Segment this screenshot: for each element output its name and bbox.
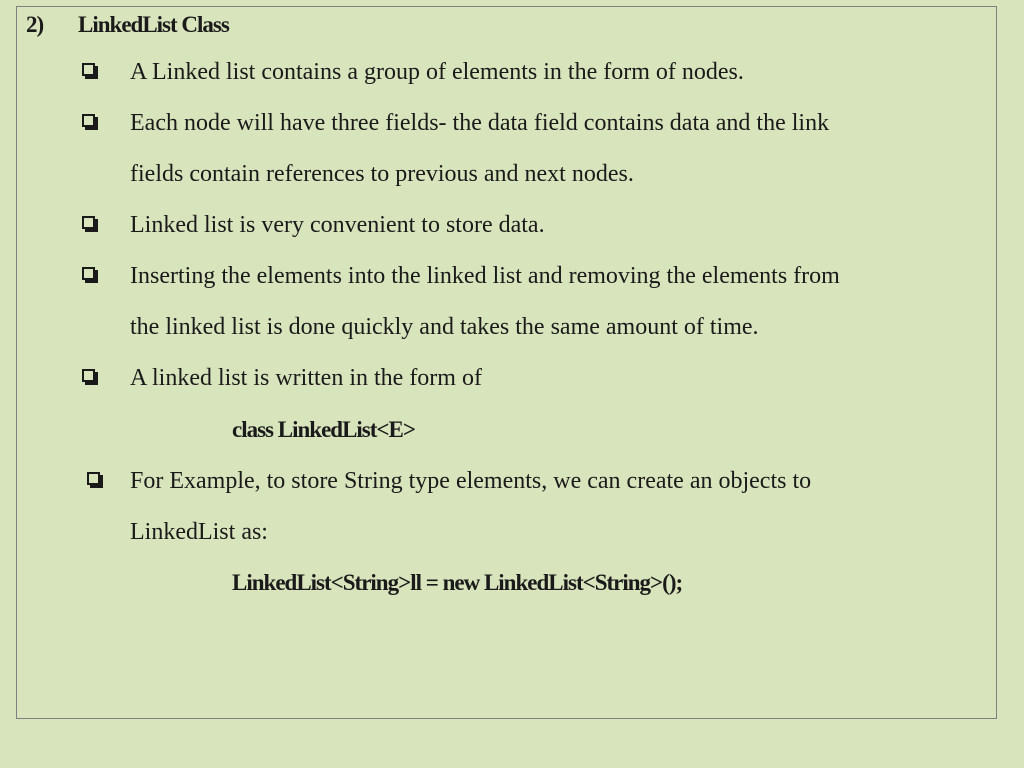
section-heading — [26, 12, 229, 38]
bullet-text: For Example, to store String type elements, we can create an objects to — [130, 468, 812, 494]
checkbox-bullet-icon — [82, 114, 95, 127]
checkbox-bullet-icon — [82, 63, 95, 76]
bullet-text-continued: LinkedList as: — [130, 519, 268, 545]
checkbox-bullet-icon — [82, 369, 95, 382]
bullet-text: Each node will have three fields- the data field contains data and the link — [130, 110, 830, 136]
section-title: LinkedList Class — [78, 12, 229, 37]
checkbox-bullet-icon — [82, 216, 95, 229]
checkbox-bullet-icon — [82, 267, 95, 280]
bullet-text: A linked list is written in the form of — [130, 365, 482, 391]
code-declaration: class LinkedList<E> — [232, 417, 415, 442]
bullet-text: A Linked list contains a group of elements in the form of nodes. — [130, 59, 744, 85]
section-number: 2) — [26, 12, 44, 37]
bullet-text: Inserting the elements into the linked list and removing the elements from — [130, 263, 840, 289]
code-instantiation: LinkedList<String>ll = new LinkedList<String>(); — [232, 570, 683, 595]
bullet-text-continued: the linked list is done quickly and takes the same amount of time. — [130, 314, 759, 340]
bullet-text-continued: fields contain references to previous and next nodes. — [130, 161, 634, 187]
bullet-text: Linked list is very convenient to store data. — [130, 212, 545, 238]
checkbox-bullet-icon — [87, 472, 100, 485]
